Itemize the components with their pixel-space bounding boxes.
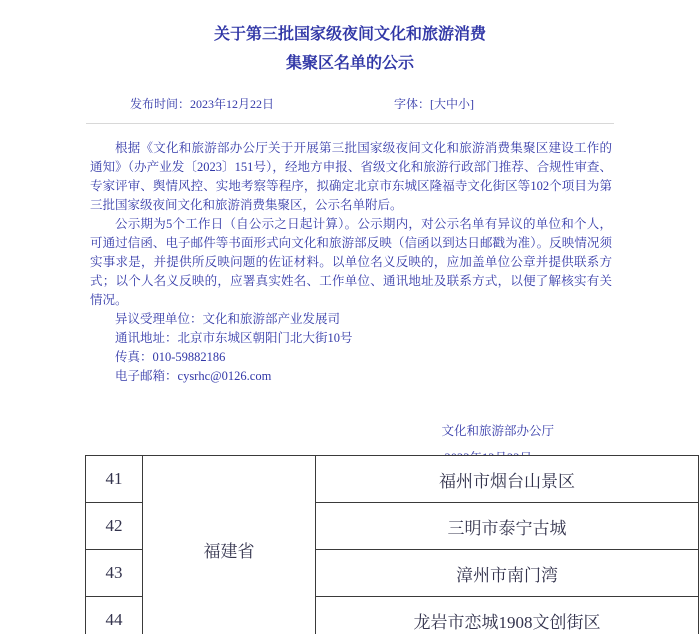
row-number-cell: 41 — [86, 456, 143, 503]
paragraph-basis: 根据《文化和旅游部办公厅关于开展第三批国家级夜间文化和旅游消费集聚区建设工作的通知》（办产业发〔2023〕151号），经地方申报、省级文化和旅游行政部门推荐、合规性审查、专家评审、舆情风控、实地考察等程序，拟确定北京市东城区隆福寺文化街区等102个项目为第三批国家级夜间文化和旅游消费集聚区，公示名单附后。 — [90, 141, 612, 212]
fax-line: 传真：010-59882186 — [115, 350, 226, 364]
meta-row — [0, 95, 700, 112]
site-name-cell: 龙岩市恋城1908文创街区 — [316, 597, 699, 634]
province-cell: 福建省 — [143, 456, 316, 634]
signature-org: 文化和旅游部办公厅 — [441, 424, 554, 438]
paragraph-objection-period: 公示期为5个工作日（自公示之日起计算）。公示期内，对公示名单有异议的单位和个人，可通过信函、电子邮件等书面形式向文化和旅游部反映（信函以到达日邮戳为准）。反映情况须实事求是，并提供所反映问题的佐证材料。以单位名义反映的，应加盖单位公章并提供联系方式；以个人名义反映的，应署真实姓名、工作单位、通讯地址及联系方式，以便了解核实有关情况。 — [90, 217, 612, 307]
row-number-cell: 42 — [86, 503, 143, 550]
row-number-cell: 44 — [86, 597, 143, 634]
font-size-label: 字体： — [394, 97, 431, 111]
font-size-control — [394, 95, 474, 112]
document-body — [90, 139, 612, 472]
mailing-address-line: 通讯地址：北京市东城区朝阳门北大街10号 — [115, 331, 353, 345]
page-title-line2: 集聚区名单的公示 — [285, 55, 414, 72]
divider — [86, 123, 614, 124]
publish-date: 发布时间：2023年12月22日 — [130, 97, 275, 111]
email-label: 电子邮箱： — [115, 369, 178, 383]
row-number-cell: 43 — [86, 550, 143, 597]
email-address: cysrhc@0126.com — [177, 369, 272, 383]
font-size-options[interactable]: [大中小] — [430, 97, 475, 111]
objection-unit-line: 异议受理单位：文化和旅游部产业发展司 — [115, 312, 341, 326]
site-name-cell: 福州市烟台山景区 — [316, 456, 699, 503]
site-name-cell: 漳州市南门湾 — [316, 550, 699, 597]
page-title — [0, 0, 700, 78]
site-name-cell: 三明市泰宁古城 — [316, 503, 699, 550]
page-title-line1: 关于第三批国家级夜间文化和旅游消费 — [213, 26, 486, 43]
table-row — [86, 456, 699, 503]
email-line — [90, 367, 612, 386]
announcement-table — [85, 455, 699, 634]
